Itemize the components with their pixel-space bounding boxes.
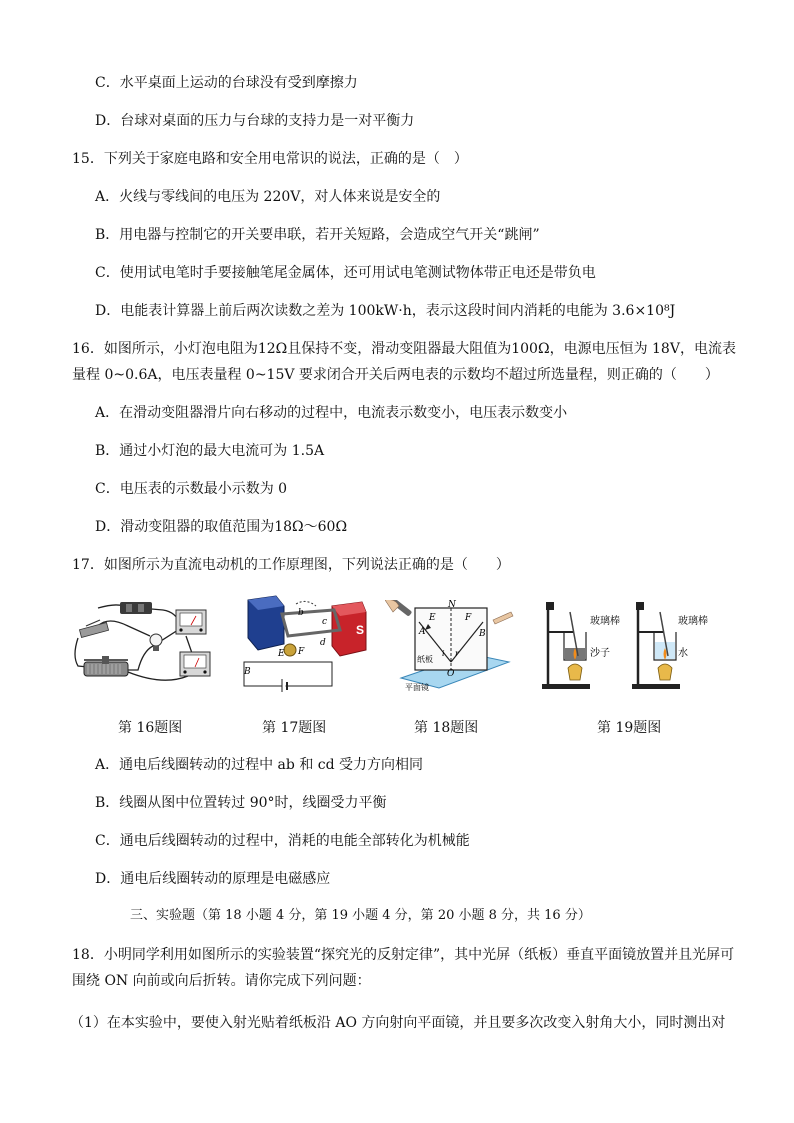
q16-option-d: D．滑动变阻器的取值范围为18Ω～60Ω (95, 519, 348, 535)
q14-option-d: D．台球对桌面的压力与台球的支持力是一对平衡力 (95, 113, 415, 129)
pencil-icon (493, 612, 513, 624)
fig17-label-e: E (278, 649, 285, 659)
fig17-label-d: d (320, 638, 326, 648)
figure-18-caption: 第 18题图 (414, 720, 479, 736)
figure-16-circuit (68, 596, 218, 691)
section-3-heading: 三、实验题（第 18 小题 4 分，第 19 小题 4 分，第 20 小题 8 分，共 16 分） (130, 908, 591, 923)
q16-option-b: B．通过小灯泡的最大电流可为 1.5A (95, 443, 325, 459)
q17-option-c: C．通电后线圈转动的过程中，消耗的电能全部转化为机械能 (95, 833, 470, 849)
q15-option-b: B．用电器与控制它的开关要串联，若开关短路，会造成空气开关“跳闸” (95, 227, 540, 243)
figure-18-reflection (385, 600, 515, 692)
q16-stem-line1: 16．如图所示，小灯泡电阻为12Ω且保持不变，滑动变阻器最大阻值为100Ω，电源电压恒为 18V，电流表 (72, 341, 736, 357)
voltmeter-icon (180, 652, 210, 676)
fig18-label-b: B (479, 629, 486, 639)
fig19-label-rod2: 玻璃棒 (678, 616, 708, 627)
figure-19-caption: 第 19题图 (597, 720, 662, 736)
fig18-label-r: r (455, 649, 459, 658)
q16-stem-line2: 量程 0~0.6A，电压表量程 0~15V 要求闭合开关后两电表的示数均不超过所选量程，则正确的（ ） (72, 367, 719, 383)
q16-option-c: C．电压表的示数最小示数为 0 (95, 481, 288, 497)
fig18-label-e: E (429, 613, 436, 623)
fig19-label-water: 水 (678, 648, 688, 659)
fig17-label-c: c (322, 617, 328, 627)
figure-17-caption: 第 17题图 (262, 720, 327, 736)
q15-option-d: D．电能表计算器上前后两次读数之差为 100kW·h，表示这段时间内消耗的电能为 3.6×10⁸J (95, 303, 676, 319)
fig17-label-f: F (298, 647, 305, 657)
fig18-label-mirror: 平面镜 (405, 683, 429, 692)
q17-option-b: B．线圈从图中位置转过 90°时，线圈受力平衡 (95, 795, 387, 811)
q17-option-d: D．通电后线圈转动的原理是电磁感应 (95, 871, 331, 887)
q18-stem-line2: 围绕 ON 向前或向后折转。请你完成下列问题： (72, 973, 371, 989)
figure-16-caption: 第 16题图 (118, 720, 183, 736)
battery-icon (120, 602, 152, 614)
q17-stem: 17．如图所示为直流电动机的工作原理图，下列说法正确的是（ ） (72, 557, 510, 573)
fig18-label-i: i (442, 649, 445, 658)
q15-stem: 15．下列关于家庭电路和安全用电常识的说法，正确的是（ ） (72, 151, 468, 167)
figure-19-heating-setups (538, 598, 718, 692)
fig17-label-bb: B (244, 667, 251, 677)
rheostat-icon (84, 656, 128, 676)
figure-17-dc-motor (236, 592, 376, 692)
right-stand-icon (632, 602, 680, 689)
fig17-label-b: b (298, 608, 304, 618)
north-magnet-icon (248, 596, 284, 650)
left-stand-icon (542, 602, 590, 689)
q18-part-1: （1）在本实验中，要使入射光贴着纸板沿 AO 方向射向平面镜，并且要多次改变入射角大小，同时测出对 (70, 1015, 726, 1031)
q14-option-c: C．水平桌面上运动的台球没有受到摩擦力 (95, 75, 358, 91)
q16-option-a: A．在滑动变阻器滑片向右移动的过程中，电流表示数变小，电压表示数变小 (95, 405, 568, 421)
fig19-label-sand: 沙子 (590, 648, 610, 659)
fig18-label-a: A (419, 627, 426, 637)
fig18-label-n: N (448, 600, 456, 610)
fig18-label-paper: 纸板 (417, 655, 433, 664)
fig18-label-f: F (465, 613, 472, 623)
q17-option-a: A．通电后线圈转动的过程中 ab 和 cd 受力方向相同 (95, 757, 424, 773)
q18-stem-line1: 18．小明同学利用如图所示的实验装置“探究光的反射定律”，其中光屏（纸板）垂直平面镜放置并且光屏可 (72, 947, 735, 963)
ammeter-icon (176, 610, 206, 634)
laser-pointer-icon (385, 600, 412, 617)
q15-option-a: A．火线与零线间的电压为 220V，对人体来说是安全的 (95, 189, 441, 205)
bulb-icon (150, 634, 162, 651)
q15-option-c: C．使用试电笔时手要接触笔尾金属体，还可用试电笔测试物体带正电还是带负电 (95, 265, 596, 281)
fig19-label-rod1: 玻璃棒 (590, 616, 620, 627)
fig18-label-o: O (447, 669, 455, 679)
fig17-label-s: S (356, 623, 365, 637)
